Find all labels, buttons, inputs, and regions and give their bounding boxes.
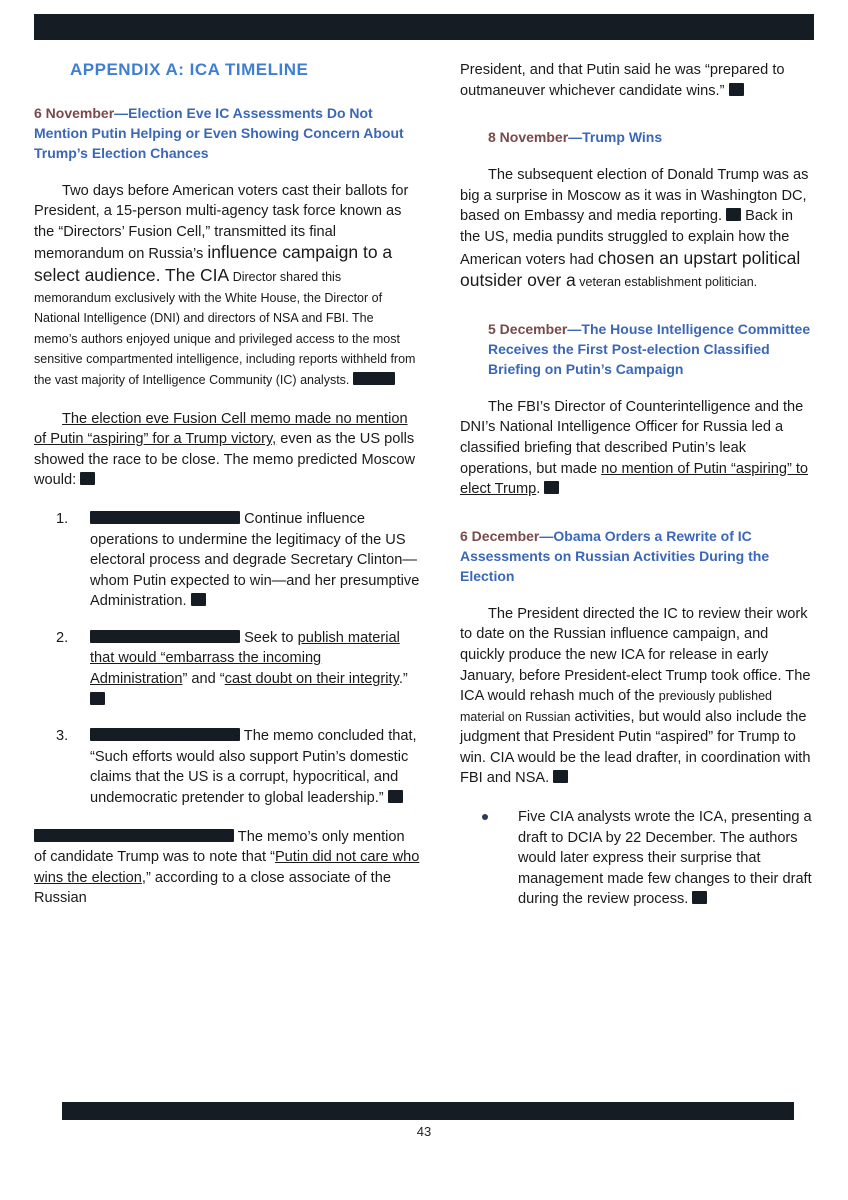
paragraph-obama-orders (460, 604, 812, 789)
text-run: The FBI’s Director of Counterintelligence and the DNI’s National Intelligence Officer for Russia led a classified briefing that described Putin’s leak operations, but made (460, 398, 804, 477)
list-text: The memo concluded that, “Such efforts would also support Putin’s domestic claims that the US is a corrupt, hypocritical, and undemocratic pretender to global leadership.” (90, 728, 417, 807)
redaction-block (553, 770, 568, 783)
text-run-small: Director shared this memorandum exclusively with the White House, the Director of National Intelligence (DNI) and directors of NSA and FBI. The memo’s authors enjoyed unique and privileged access to the most sensitive compartmented intelligence, including reports withheld from the vast majority of Intelligence Community (IC) analysts. (34, 269, 416, 387)
section-date: 6 November (34, 104, 115, 121)
section-title: Election Eve IC Assessments Do Not Mention Putin Helping or Even Showing Concern About Trump’s Election Chances (34, 104, 404, 161)
list-item (34, 726, 420, 808)
redaction-block (90, 692, 105, 705)
redaction-footer-bar (62, 1102, 794, 1120)
text-run: ,” according to a close associate of the Russian (34, 869, 391, 907)
list-number: 3. (56, 728, 69, 745)
bullet-text: Five CIA analysts wrote the ICA, presenting a draft to DCIA by 22 December. The authors would later express their surprise that management made few changes to their draft during the review process. (518, 809, 812, 908)
redaction-block (90, 630, 240, 643)
bullet-dot-icon (482, 814, 488, 820)
redaction-block (729, 83, 744, 96)
section-heading-6-november (34, 103, 420, 163)
text-run-small: veteran establishment politician. (575, 275, 758, 290)
section-heading-6-december (460, 526, 812, 586)
redaction-block (388, 790, 403, 803)
text-run-large: influence campaign to a select audience. The CIA (34, 242, 393, 285)
underlined-text: no mention of Putin “aspiring” to elect Trump (460, 460, 809, 498)
redaction-block (544, 481, 559, 494)
section-title: Obama Orders a Rewrite of IC Assessments on Russian Activities During the Election (460, 527, 770, 584)
text-run: Back in the US, media pundits struggled to explain how the American voters had (460, 208, 794, 268)
text-run: The President directed the IC to review their work to date on the Russian influence campaign, and quickly produce the new ICA for release in early January, before President-elect Trump took office. The ICA would rehash much of the (460, 605, 811, 705)
redaction-block (34, 829, 234, 842)
right-column (460, 50, 812, 910)
section-dash: — (568, 129, 583, 146)
paragraph-house-briefing (460, 397, 812, 500)
list-text: Seek to (244, 629, 298, 646)
list-number: 1. (56, 510, 69, 527)
redaction-block (90, 511, 240, 524)
list-text: ” and “ (182, 671, 225, 688)
page-number: 43 (416, 1124, 432, 1139)
section-title: The House Intelligence Committee Receives the First Post-election Classified Briefing on Putin’s Campaign (488, 320, 811, 377)
bullet-item (460, 807, 812, 910)
section-title: Trump Wins (582, 129, 663, 146)
redaction-block (726, 208, 741, 221)
underlined-text: publish material that would “embarrass the incoming Administration (90, 629, 400, 688)
text-run: activities, but would also include the judgment that President Putin “aspired” for Trump to win. CIA would be the lead drafter, in coordination with FBI and NSA. (460, 708, 811, 787)
list-item (34, 628, 420, 710)
redaction-block (191, 593, 206, 606)
paragraph-election-eve (34, 409, 420, 491)
section-dash: — (114, 104, 129, 121)
text-run: President, and that Putin said he was “prepared to outmaneuver whichever candidate wins.” (460, 62, 785, 99)
appendix-title: APPENDIX A: ICA TIMELINE (70, 60, 309, 79)
section-dash: — (539, 527, 554, 544)
text-run-large: chosen an upstart political outsider over a (460, 247, 801, 291)
section-date: 8 November (488, 129, 569, 146)
redaction-block (80, 472, 95, 485)
redaction-header-bar (34, 14, 814, 40)
paragraph-fusion-cell (34, 181, 420, 391)
left-column (34, 50, 420, 927)
section-dash: — (567, 320, 582, 337)
list-number: 2. (56, 629, 69, 646)
underlined-text: The election eve Fusion Cell memo made no mention of Putin “aspiring” for a Trump victory, (34, 410, 408, 448)
paragraph-only-mention (34, 827, 420, 909)
paragraph-continuation (460, 60, 812, 101)
text-run: The subsequent election of Donald Trump was as big a surprise in Moscow as it was in Washington DC, based on Embassy and media reporting. (460, 167, 809, 225)
list-text: Continue influence operations to undermine the legitimacy of the US electoral process and degrade Secretary Clinton—whom Putin expected to win—and her presumptive Administration. (90, 510, 420, 610)
underlined-text: cast doubt on their integrity (224, 671, 399, 688)
text-run-small: previously published material on Russian (460, 689, 773, 724)
section-heading-5-december (488, 319, 812, 379)
redaction-block (353, 372, 395, 385)
paragraph-trump-wins (460, 165, 812, 293)
redaction-block (90, 728, 240, 741)
redaction-block (692, 891, 707, 904)
text-run: The memo’s only mention of candidate Trump was to note that “ (34, 828, 405, 866)
section-date: 6 December (460, 527, 540, 544)
list-item (34, 509, 420, 612)
text-run: . (536, 481, 541, 498)
section-date: 5 December (488, 320, 568, 337)
section-heading-8-november (488, 127, 812, 147)
prediction-list (34, 509, 420, 809)
text-run: even as the US polls showed the race to be close. The memo predicted Moscow would: (34, 431, 415, 489)
list-text: .” (398, 671, 408, 688)
underlined-text: Putin did not care who wins the election (34, 849, 420, 886)
text-run: Two days before American voters cast their ballots for President, a 15-person multi-agency task force known as the “Directors’ Fusion Cell,” transmitted its final memorandum on Russia’s (34, 182, 409, 263)
